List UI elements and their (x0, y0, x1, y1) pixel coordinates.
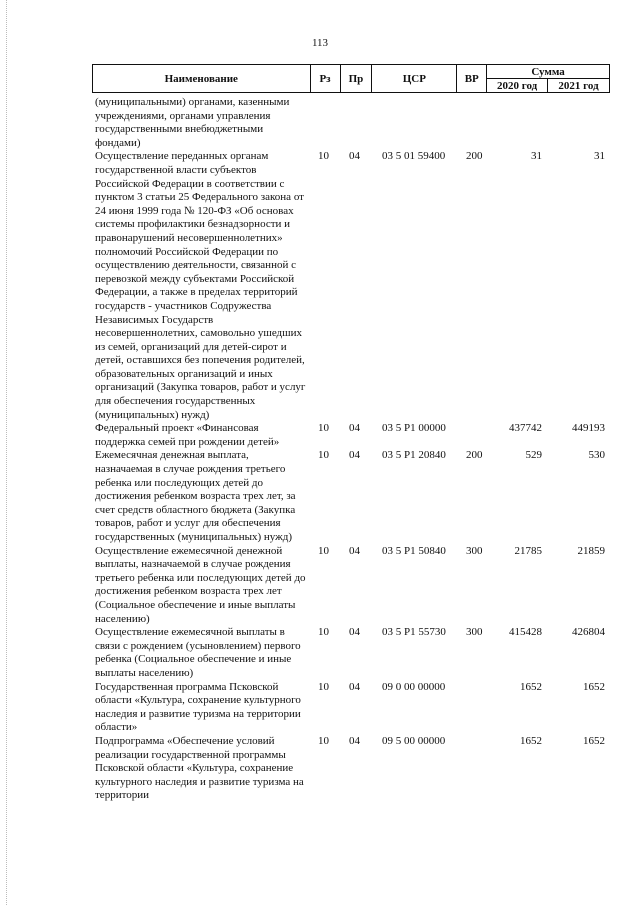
row-vr: 300 (466, 626, 483, 639)
row-name: Подпрограмма «Обеспечение условий реализации государственной программы Псковской области «Культура, сохранение культурного наследия и развитие туризма на территории (95, 734, 304, 802)
row-pr: 04 (349, 449, 360, 462)
row-rz: 10 (318, 680, 329, 693)
row-csr: 03 5 P1 50840 (382, 544, 446, 557)
row-vr: 200 (466, 449, 483, 462)
table-row (0, 422, 640, 449)
row-rz: 10 (318, 422, 329, 435)
header-rz: Рз (310, 65, 340, 93)
page-number: 113 (311, 37, 329, 49)
header-pr: Пр (340, 65, 372, 93)
table-header (92, 64, 610, 93)
header-year-2021: 2021 год (548, 79, 610, 93)
header-year-2020: 2020 год (487, 79, 548, 93)
header-csr: ЦСР (372, 65, 457, 93)
row-sum-2020: 1652 (520, 734, 542, 747)
row-rz: 10 (318, 150, 329, 163)
row-sum-2021: 530 (588, 449, 605, 462)
row-pr: 04 (349, 680, 360, 693)
row-sum-2020: 31 (531, 150, 542, 163)
row-sum-2021: 31 (594, 150, 605, 163)
row-rz: 10 (318, 449, 329, 462)
row-csr: 03 5 P1 00000 (382, 422, 446, 435)
row-csr: 09 5 00 00000 (382, 734, 446, 747)
row-sum-2021: 1652 (583, 680, 605, 693)
row-name: Осуществление ежемесячной денежной выплаты, назначаемой в случае рождения третьего ребенка или последующих детей до достижения ребенком возраста трех лет (Социальное обеспечение и иные выплаты населению) (95, 544, 306, 625)
row-csr: 03 5 01 59400 (382, 150, 446, 163)
table-body (0, 96, 640, 803)
row-name: Ежемесячная денежная выплата, назначаемая в случае рождения третьего ребенка или последующих детей до достижения ребенком возраста трех лет, за счет средств областного бюджета (Закупка товаров, работ и услуг для обеспечения государственных (муниципальных) нужд) (95, 449, 296, 543)
row-name: Осуществление переданных органам государственной власти субъектов Российской Федерации в соответствии с пунктом 3 статьи 25 Федерального закона от 24 июня 1999 года № 120-ФЗ «Об основах системы профилактики безнадзорности и правонарушений несовершеннолетних» полномочий Российской Федерации по осуществлению деятельности, связанной с перевозкой между субъектами Российской Федерации, а также в пределах территорий государств - участников Содружества Независимых Государств несовершеннолетних, самовольно ушедших из семей, организаций для детей-сирот и детей, оставшихся без попечения родителей, образовательных организаций и иных организаций (Закупка товаров, работ и услуг для обеспечения государственных (муниципальных) нужд) (95, 150, 306, 421)
table-row (0, 150, 640, 422)
table-row (0, 735, 640, 803)
row-csr: 03 5 P1 20840 (382, 449, 446, 462)
row-pr: 04 (349, 422, 360, 435)
row-name: Осуществление ежемесячной выплаты в связи с рождением (усыновлением) первого ребенка (Социальное обеспечение и иные выплаты населению) (95, 626, 301, 679)
row-sum-2021: 449193 (572, 422, 605, 435)
row-pr: 04 (349, 544, 360, 557)
row-csr: 03 5 P1 55730 (382, 626, 446, 639)
row-sum-2020: 1652 (520, 680, 542, 693)
row-rz: 10 (318, 626, 329, 639)
header-name: Наименование (93, 65, 311, 93)
row-sum-2020: 415428 (509, 626, 542, 639)
row-vr: 200 (466, 150, 483, 163)
table-row (0, 681, 640, 735)
table-row (0, 545, 640, 627)
row-name: Государственная программа Псковской области «Культура, сохранение культурного наследия и развитие туризма на территории области» (95, 680, 301, 734)
row-pr: 04 (349, 626, 360, 639)
row-name: Федеральный проект «Финансовая поддержка семей при рождении детей» (95, 422, 280, 448)
row-sum-2020: 529 (525, 449, 542, 462)
row-sum-2021: 1652 (583, 734, 605, 747)
row-rz: 10 (318, 734, 329, 747)
header-sum: Сумма (487, 65, 610, 79)
header-vr: ВР (457, 65, 487, 93)
row-vr: 300 (466, 544, 483, 557)
row-name: (муниципальными) органами, казенными учреждениями, органами управления государственными внебюджетными фондами) (95, 96, 290, 149)
row-sum-2020: 21785 (514, 544, 542, 557)
table-row (0, 626, 640, 680)
row-sum-2020: 437742 (509, 422, 542, 435)
row-sum-2021: 426804 (572, 626, 605, 639)
row-pr: 04 (349, 734, 360, 747)
row-sum-2021: 21859 (577, 544, 605, 557)
table-row (0, 96, 640, 150)
row-csr: 09 0 00 00000 (382, 680, 446, 693)
table-row (0, 449, 640, 544)
row-pr: 04 (349, 150, 360, 163)
row-rz: 10 (318, 544, 329, 557)
